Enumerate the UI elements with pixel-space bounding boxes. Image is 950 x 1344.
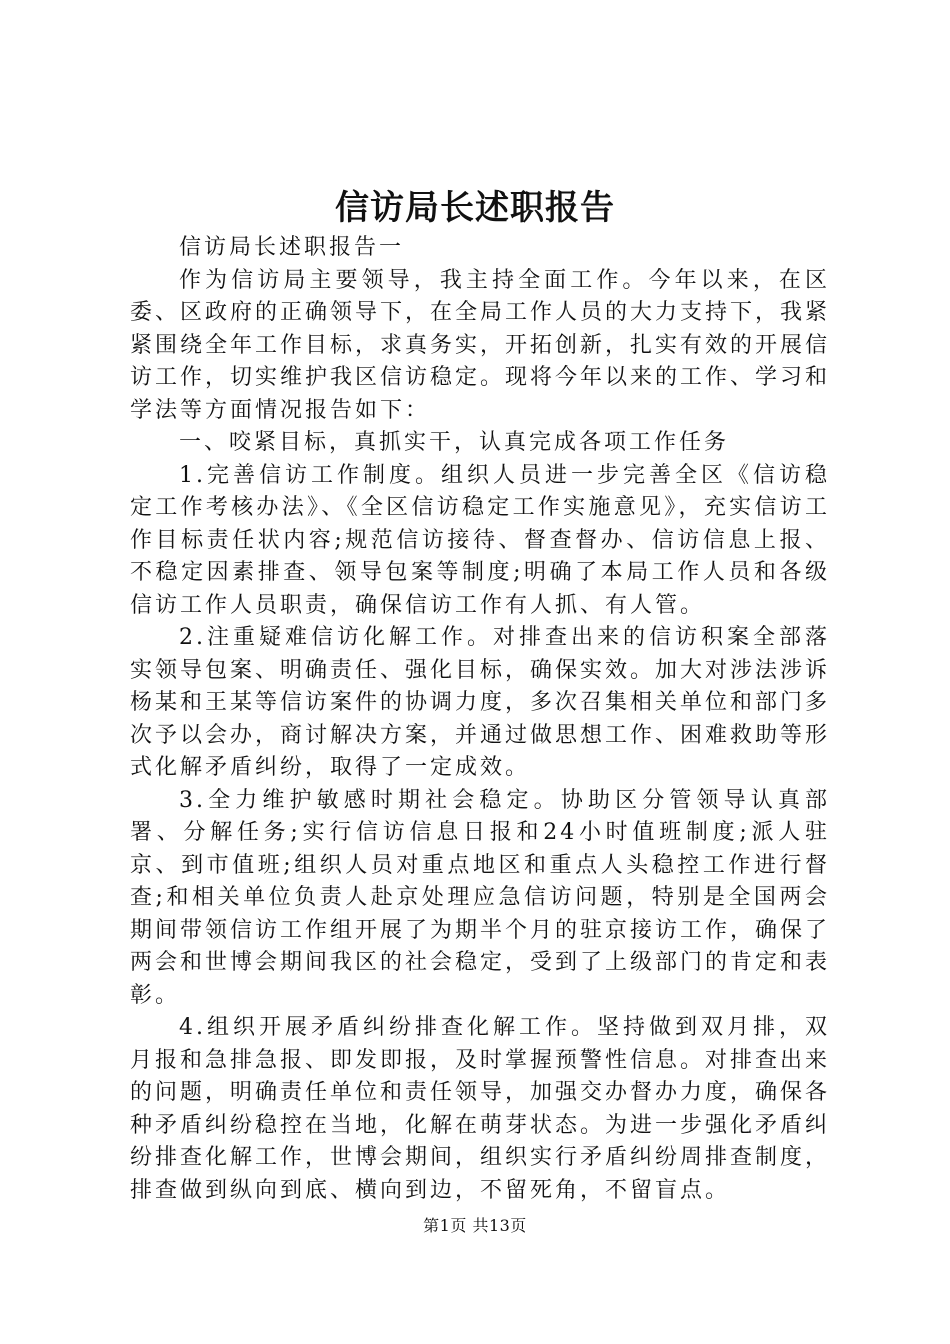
paragraph-subtitle: 信访局长述职报告一 — [179, 235, 405, 260]
paragraph-item-2: 2.注重疑难信访化解工作。对排查出来的信访积案全部落实领导包案、明确责任、强化目标，确保实效。加大对涉法涉诉杨某和王某等信访案件的协调力度，多次召集相关单位和部门多次予以会办，商讨解决方案，并通过做思想工作、困难救助等形式化解矛盾纠纷，取得了一定成效。 — [130, 625, 831, 780]
section-heading: 一、咬紧目标，真抓实干，认真完成各项工作任务 — [179, 430, 730, 455]
document-title: 信访局长述职报告 — [335, 188, 615, 228]
paragraph-item-1: 1.完善信访工作制度。组织人员进一步完善全区《信访稳定工作考核办法》、《全区信访稳定工作实施意见》，充实信访工作目标责任状内容;规范信访接待、督查督办、信访信息上报、不稳定因素排查、领导包案等制度;明确了本局工作人员和各级信访工作人员职责，确保信访工作有人抓、有人管。 — [130, 462, 830, 618]
page-number-footer: 第1页 共13页 — [423, 1216, 527, 1235]
paragraph-intro: 作为信访局主要领导，我主持全面工作。今年以来，在区委、区政府的正确领导下，在全局工作人员的大力支持下，我紧紧围绕全年工作目标，求真务实，开拓创新，扎实有效的开展信访工作，切实维护我区信访稳定。现将今年以来的工作、学习和学法等方面情况报告如下： — [130, 267, 831, 423]
paragraph-item-4: 4.组织开展矛盾纠纷排查化解工作。坚持做到双月排，双月报和急排急报、即发即报，及时掌握预警性信息。对排查出来的问题，明确责任单位和责任领导，加强交办督办力度，确保各种矛盾纠纷稳控在当地，化解在萌芽状态。为进一步强化矛盾纠纷排查化解工作，世博会期间，组织实行矛盾纠纷周排查制度，排查做到纵向到底、横向到边，不留死角，不留盲点。 — [130, 1015, 831, 1203]
document-body — [130, 232, 830, 1207]
paragraph-item-3: 3.全力维护敏感时期社会稳定。协助区分管领导认真部署、分解任务;实行信访信息日报和24小时值班制度;派人驻京、到市值班;组织人员对重点地区和重点人头稳控工作进行督查;和相关单位负责人赴京处理应急信访问题，特别是全国两会期间带领信访工作组开展了为期半个月的驻京接访工作，确保了两会和世博会期间我区的社会稳定，受到了上级部门的肯定和表彰。 — [130, 787, 831, 1008]
